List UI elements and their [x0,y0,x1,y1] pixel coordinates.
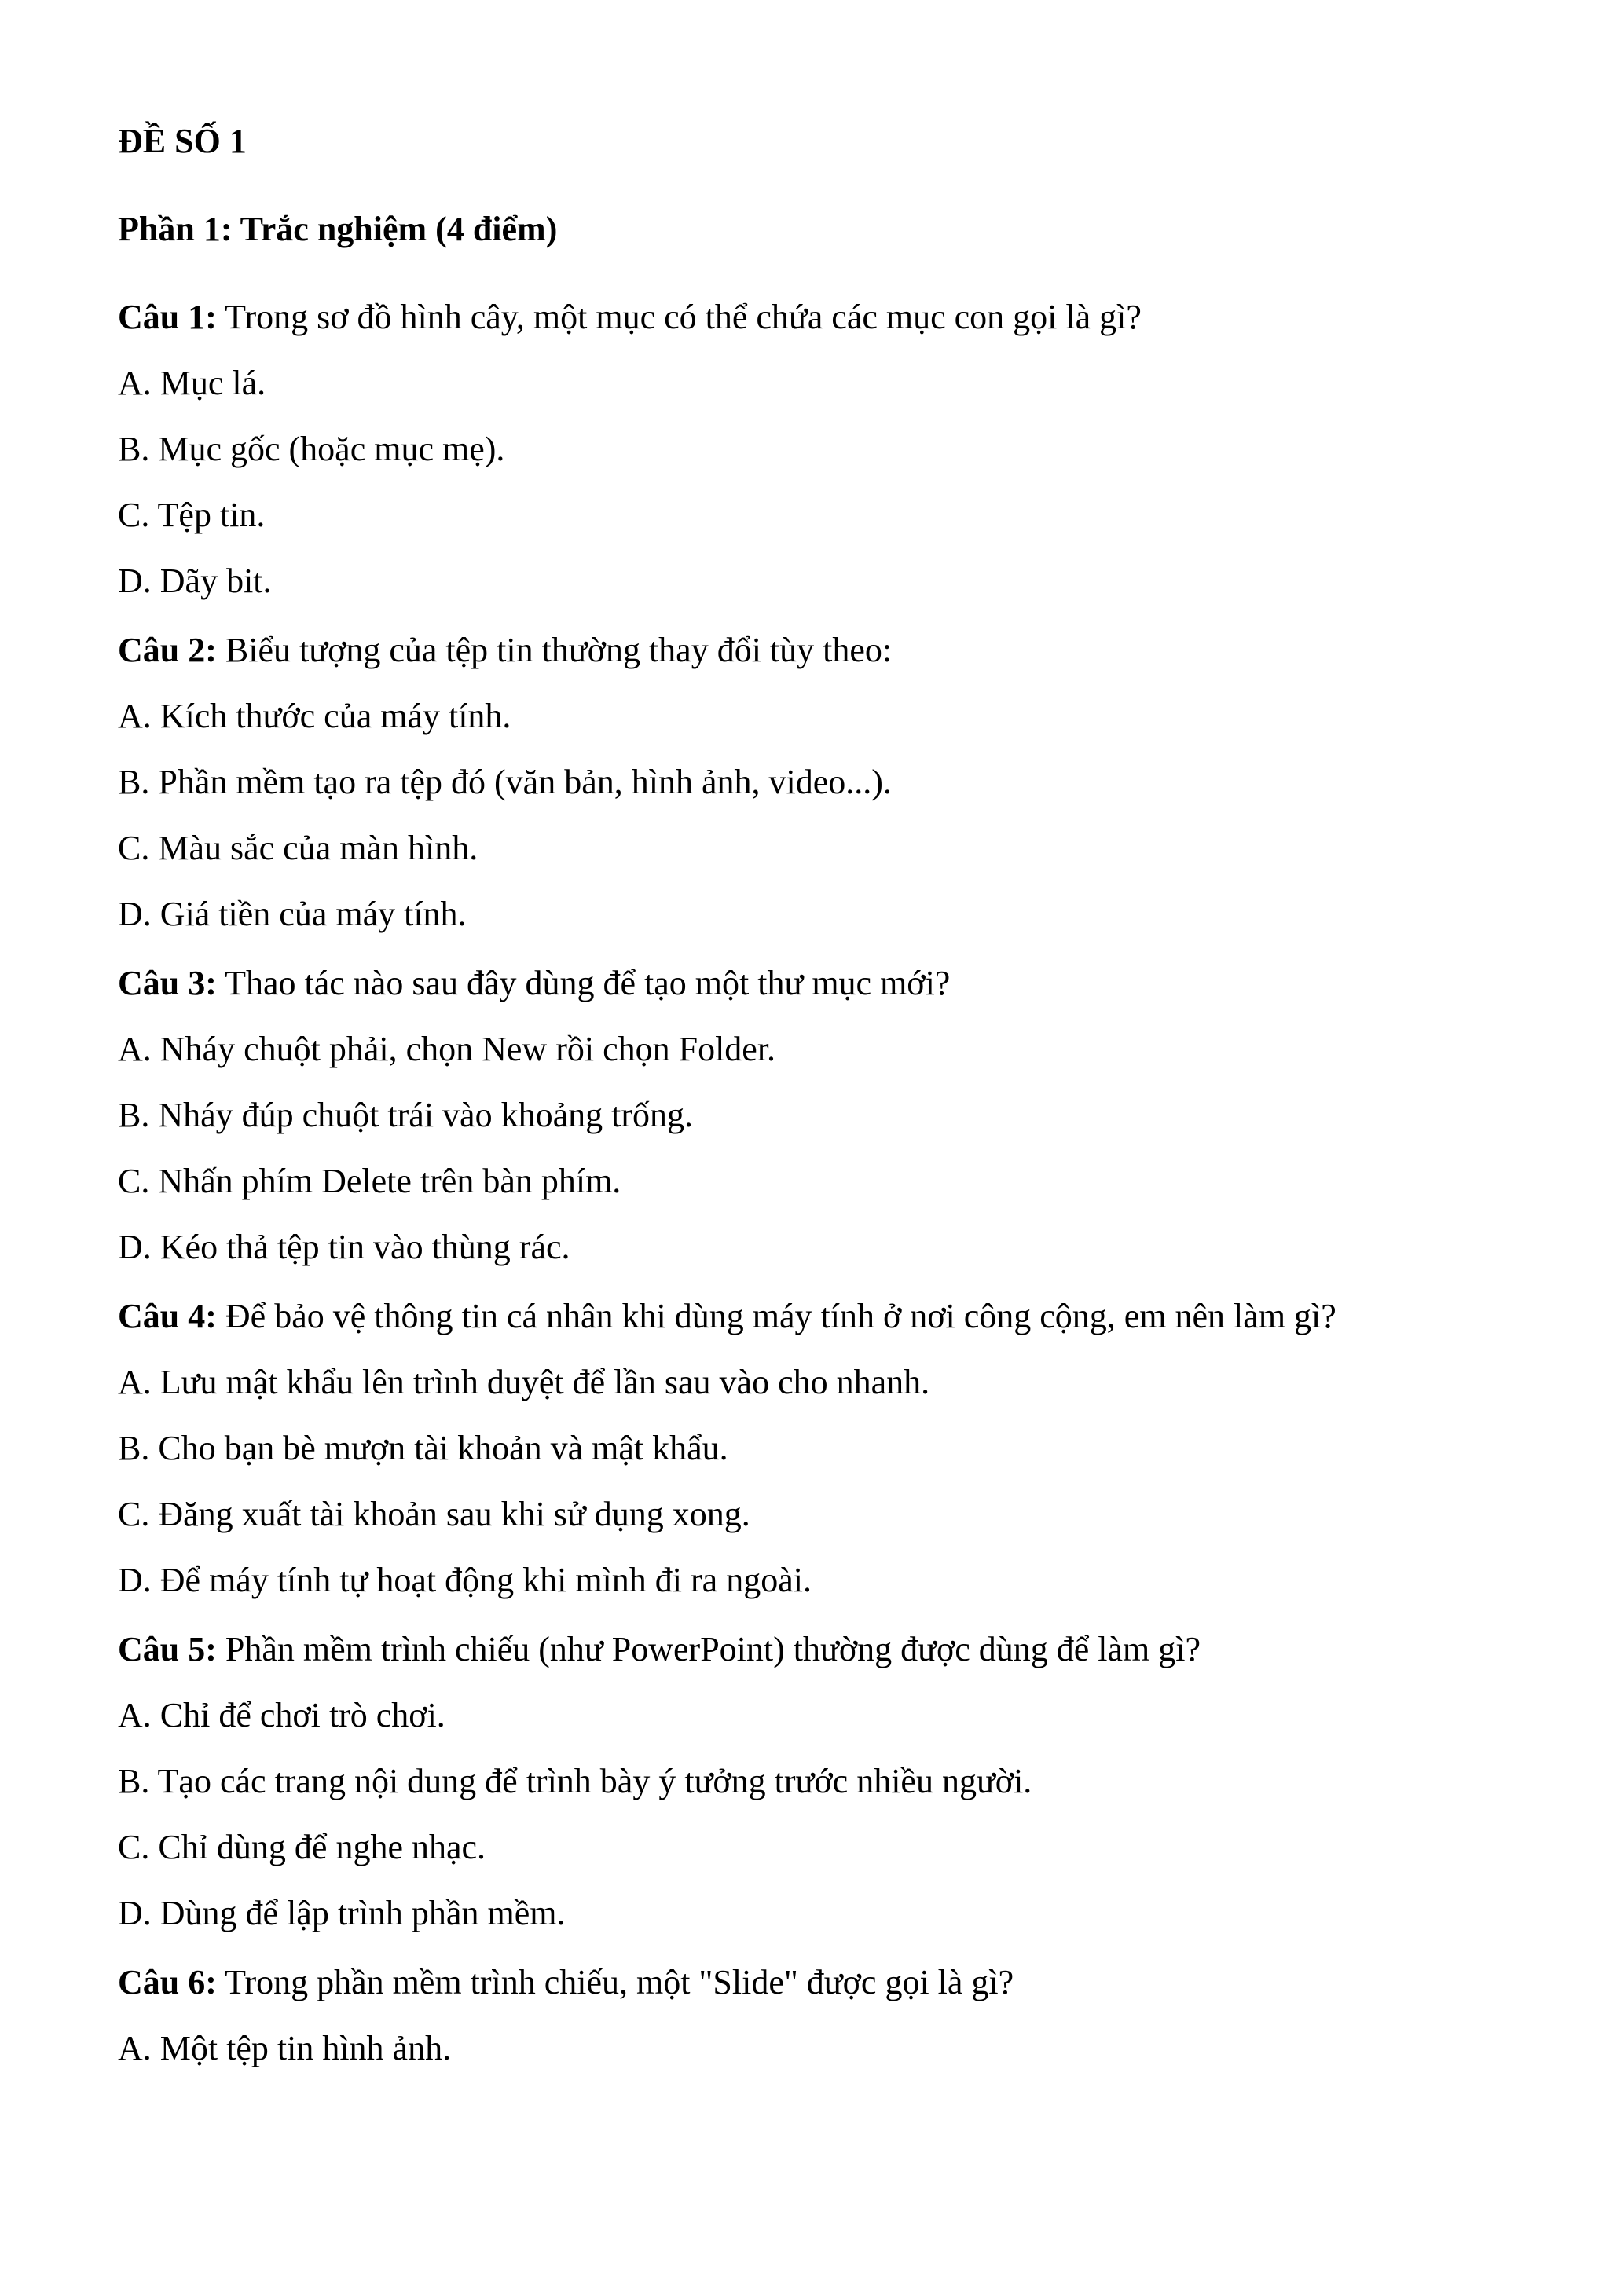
option-d: D. Dãy bit. [118,562,272,600]
option-b: B. Nháy đúp chuột trái vào khoảng trống. [118,1096,693,1134]
question-number: Câu 5: [118,1630,217,1668]
question-text: Thao tác nào sau đây dùng để tạo một thư mục mới? [216,964,951,1002]
option-d: D. Kéo thả tệp tin vào thùng rác. [118,1228,570,1266]
option-c: C. Nhấn phím Delete trên bàn phím. [118,1162,621,1200]
option-a: A. Một tệp tin hình ảnh. [118,2029,452,2067]
question-number: Câu 1: [118,298,217,336]
option-b: B. Cho bạn bè mượn tài khoản và mật khẩu. [118,1429,728,1467]
question-block-2 [118,627,1509,938]
question-text: Phần mềm trình chiếu (như PowerPoint) thường được dùng để làm gì? [216,1630,1201,1668]
document-page [118,118,1509,2094]
option-b: B. Phần mềm tạo ra tệp đó (văn bản, hình ảnh, video...). [118,763,892,801]
option-c: C. Chỉ dùng để nghe nhạc. [118,1828,486,1866]
question-text: Trong sơ đồ hình cây, một mục có thể chứa các mục con gọi là gì? [216,298,1142,336]
question-text: Để bảo vệ thông tin cá nhân khi dùng máy tính ở nơi công cộng, em nên làm gì? [216,1297,1336,1335]
option-a: A. Nháy chuột phải, chọn New rồi chọn Folder. [118,1030,776,1068]
option-d: D. Dùng để lập trình phần mềm. [118,1894,566,1932]
question-block-3 [118,960,1509,1271]
question-number: Câu 2: [118,631,217,669]
option-d: D. Để máy tính tự hoạt động khi mình đi ra ngoài. [118,1561,812,1599]
section-title: Phần 1: Trắc nghiệm (4 điểm) [118,210,558,248]
option-c: C. Tệp tin. [118,496,266,534]
question-5 [118,1626,1509,1673]
question-block-5 [118,1626,1509,1937]
question-number: Câu 3: [118,964,217,1002]
option-a: A. Kích thước của máy tính. [118,697,511,735]
question-block-4 [118,1293,1509,1604]
option-a: A. Chỉ để chơi trò chơi. [118,1696,445,1734]
option-d: D. Giá tiền của máy tính. [118,895,467,933]
question-block-6 [118,1959,1509,2072]
option-c: C. Đăng xuất tài khoản sau khi sử dụng xong. [118,1495,750,1533]
option-a: A. Lưu mật khẩu lên trình duyệt để lần sau vào cho nhanh. [118,1363,930,1401]
exam-title: ĐỀ SỐ 1 [118,122,247,160]
option-b: B. Tạo các trang nội dung để trình bày ý tưởng trước nhiều người. [118,1762,1032,1800]
question-4 [118,1293,1509,1340]
question-number: Câu 6: [118,1963,217,2001]
question-6 [118,1959,1509,2006]
question-2 [118,627,1509,674]
option-c: C. Màu sắc của màn hình. [118,829,478,867]
question-3 [118,960,1509,1007]
question-1 [118,294,1509,341]
question-block-1 [118,294,1509,605]
option-a: A. Mục lá. [118,364,266,402]
question-text: Biểu tượng của tệp tin thường thay đổi tùy theo: [216,631,893,669]
question-text: Trong phần mềm trình chiếu, một "Slide" được gọi là gì? [216,1963,1014,2001]
option-b: B. Mục gốc (hoặc mục mẹ). [118,430,505,468]
question-number: Câu 4: [118,1297,217,1335]
